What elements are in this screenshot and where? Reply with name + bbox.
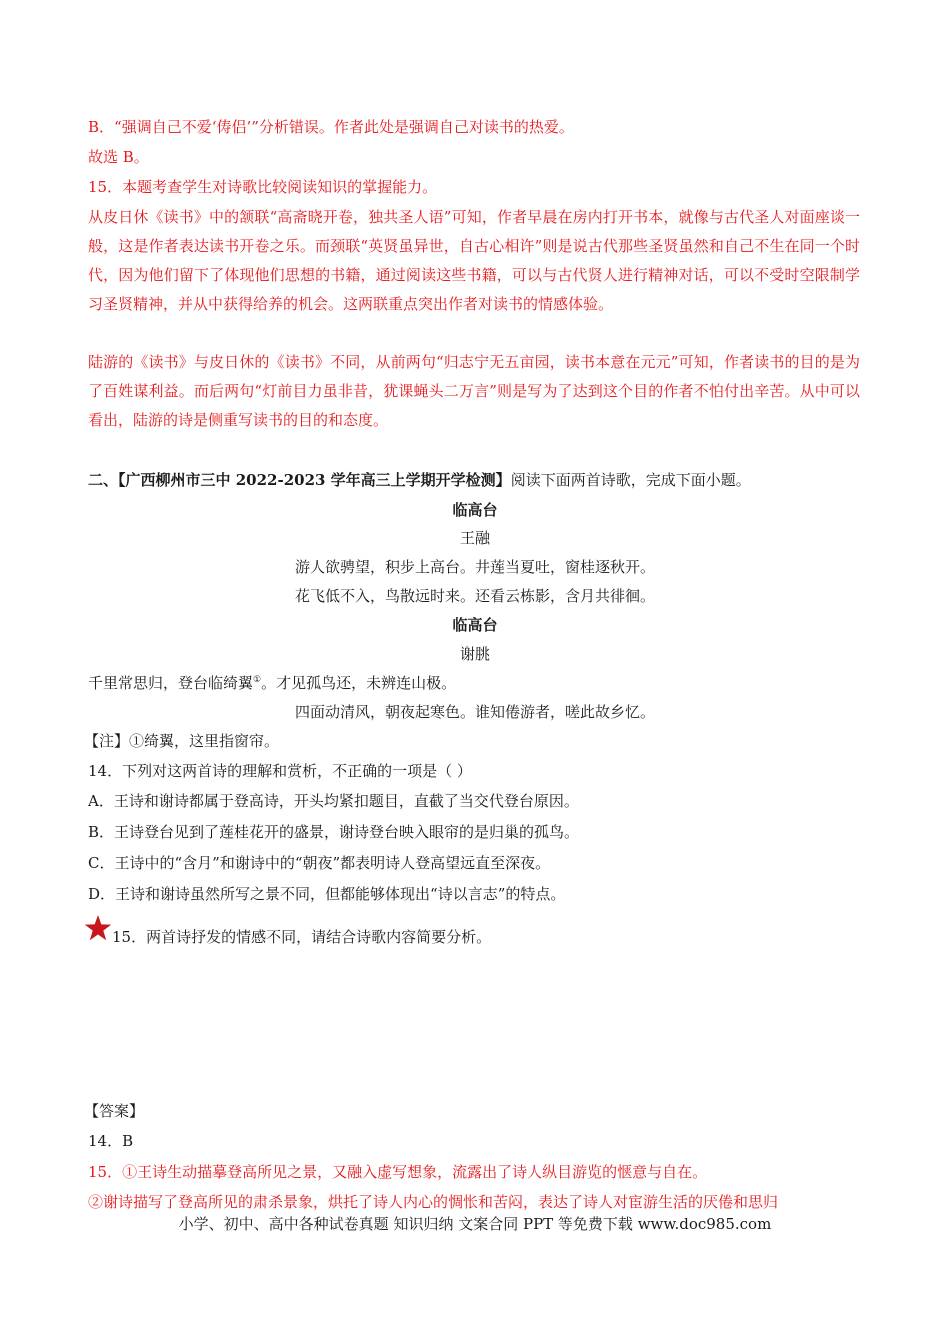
page-footer: 小学、初中、高中各种试卷真题 知识归纳 文案合同 PPT 等免费下载 www.doc985.com [178, 1215, 772, 1233]
poem2-line-1-part-a: 千里常思归，登台临绮翼 [88, 674, 254, 692]
question-14-stem: 14．下列对这两首诗的理解和赏析，不正确的一项是（ ） [88, 762, 472, 780]
answer-b-explanation: B．“强调自己不爱‘俦侣’”分析错误。作者此处是强调自己对读书的热爱。 [88, 118, 574, 136]
section-heading [88, 470, 751, 490]
answer-15-point-1: 15．①王诗生动描摹登高所见之景，又融入虚写想象，流露出了诗人纵目游览的惬意与自在。 [88, 1163, 708, 1181]
question-14-option-c: C．王诗中的“含月”和谢诗中的“朝夜”都表明诗人登高望远直至深夜。 [88, 854, 551, 872]
footnote-marker: ① [253, 675, 262, 685]
poem2-author: 谢朓 [459, 645, 490, 663]
section-instruction: 阅读下面两首诗歌，完成下面小题。 [510, 471, 751, 489]
poem2-line-1-part-b: 。才见孤鸟还，未辨连山极。 [261, 674, 457, 692]
q15-analysis-paragraph-1: 从皮日休《读书》中的颔联“高斋晓开卷，独共圣人语”可知，作者早晨在房内打开书本，就像与古代圣人对面座谈一般，这是作者表达读书开卷之乐。而颈联“英贤虽异世，自古心相许”则是说古代那些圣贤虽然和自己不生在同一个时代，因为他们留下了体现他们思想的书籍，通过阅读这些书籍，可以与古代贤人进行精神对话，可以不受时空限制学习圣贤精神，并从中获得给养的机会。这两联重点突出作者对读书的情感体验。 [88, 208, 860, 313]
footnote: 【注】①绮翼，这里指窗帘。 [84, 732, 280, 750]
q15-analysis-title: 15．本题考查学生对诗歌比较阅读知识的掌握能力。 [88, 178, 438, 196]
poem1-line-1: 游人欲骋望，积步上高台。井莲当夏吐，窗桂逐秋开。 [294, 558, 655, 576]
poem2-line-2: 四面动清风，朝夜起寒色。谁知倦游者，嗟此故乡忆。 [294, 703, 655, 721]
q15-analysis-paragraph-2: 陆游的《读书》与皮日休的《读书》不同，从前两句“归志宁无五亩园，读书本意在元元”可知，作者读书的目的是为了百姓谋利益。而后两句“灯前目力虽非昔，犹课蝇头二万言”则是写为了达到这个目的作者不怕付出辛苦。从中可以看出，陆游的诗是侧重写读书的目的和态度。 [88, 353, 860, 429]
answer-label: 【答案】 [84, 1102, 145, 1120]
section-number: 二、 [88, 471, 119, 489]
question-14-option-d: D．王诗和谢诗虽然所写之景不同，但都能够体现出“诗以言志”的特点。 [88, 885, 566, 903]
question-15-stem: 15．两首诗抒发的情感不同，请结合诗歌内容简要分析。 [112, 928, 492, 946]
question-14-option-a: A．王诗和谢诗都属于登高诗，开头均紧扣题目，直截了当交代登台原因。 [88, 792, 579, 810]
question-14-option-b: B．王诗登台见到了莲桂花开的盛景，谢诗登台映入眼帘的是归巢的孤鸟。 [88, 823, 580, 841]
poem2-line-1 [88, 673, 456, 693]
answer-14: 14．B [88, 1132, 134, 1150]
poem2-title: 临高台 [452, 616, 498, 634]
red-star-icon [84, 914, 112, 942]
poem1-author: 王融 [459, 529, 490, 547]
answer-choice-line: 故选 B。 [88, 148, 149, 166]
section-source: 【广西柳州市三中 2022-2023 学年高三上学期开学检测】 [118, 471, 511, 489]
poem1-line-2: 花飞低不入，鸟散远时来。还看云栋影，含月共徘徊。 [294, 587, 655, 605]
poem1-title: 临高台 [452, 501, 498, 519]
answer-15-point-2: ②谢诗描写了登高所见的肃杀景象，烘托了诗人内心的惆怅和苦闷，表达了诗人对宦游生活的厌倦和思归 [88, 1193, 779, 1211]
